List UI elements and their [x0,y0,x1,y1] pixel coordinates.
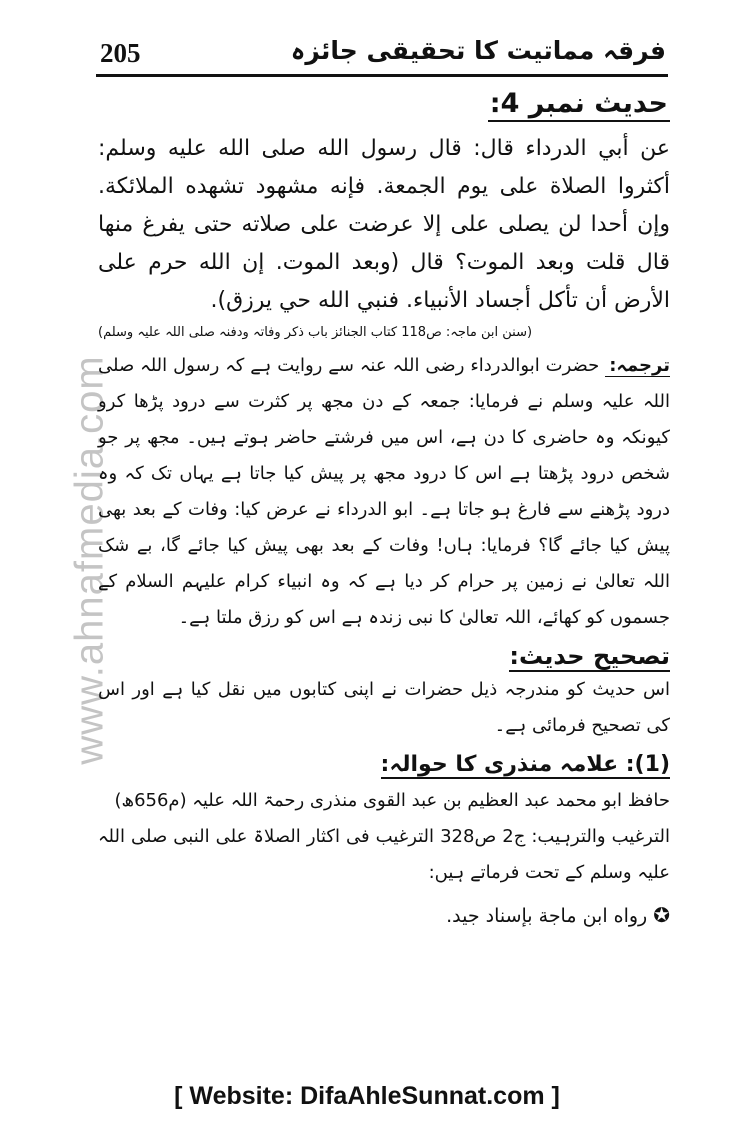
watermark: www.ahnafmedia.com [67,355,112,765]
quote-text: رواه ابن ماجة بإسناد جيد. [446,905,648,927]
translation-text: حضرت ابوالدرداء رضی اللہ عنہ سے روایت ہے کہ رسول اللہ صلی اللہ علیہ وسلم نے فرمایا: جمعہ کے دن مجھ پر کثرت سے درود پڑھا کرو کیونکہ وہ حاضری کا دن ہے، اس میں فرشتے حاضر ہوتے ہیں۔ مجھ پر جو شخص درود پڑھتا ہے اس کا درود مجھ پر پیش کیا جاتا ہے یہاں تک کہ وہ درود پڑھنے سے فارغ ہو جاتا ہے۔ ابو الدرداء نے عرض کیا: وفات کے بعد بھی پیش کیا جائے گا؟ فرمایا: ہاں! وفات کے بعد بھی پیش کیا جائے گا، بے شک اللہ تعالیٰ نے زمین پر حرام کر دیا ہے کہ وہ انبیاء کرام علیہم السلام کے جسموں کو کھائے، اللہ تعالیٰ کا نبی زندہ ہے اس کو رزق ملتا ہے۔ [98,355,670,628]
hadith-heading: حدیث نمبر 4: [488,88,670,122]
website-footer: [ Website: DifaAhleSunnat.com ] [174,1082,560,1110]
book-title: فرقہ مماتیت کا تحقیقی جائزہ [290,36,666,65]
hadith-arabic-text: عن أبي الدرداء قال: قال رسول الله صلى الله عليه وسلم: أكثروا الصلاة على يوم الجمعة. فإنه مشهود تشهده الملائكة. وإن أحدا لن يصلى على إلا عرضت على صلاته حتى يفرغ منها قال قلت وبعد الموت؟ قال (وبعد الموت. إن الله حرم على الأرض أن تأكل أجساد الأنبياء. فنبي الله حي يرزق). [98,136,670,313]
hadith-reference: (سنن ابن ماجہ: ص118 کتاب الجنائز باب ذکر وفاتہ ودفنہ صلی اللہ علیہ وسلم) [98,325,533,340]
tasheeh-heading: تصحیح حدیث: [509,642,670,670]
mundhiri-line1: حافظ ابو محمد عبد العظیم بن عبد القوی منذری رحمۃ اللہ علیہ (م656ھ) [114,790,670,811]
page-header [98,28,666,78]
page-number: 205 [100,38,141,68]
mundhiri-heading: (1): علامہ منذری کا حوالہ: [380,752,670,777]
header-rule [96,74,668,77]
page-body [98,88,670,932]
quote-line [98,899,670,932]
tasheeh-intro: اس حدیث کو مندرجہ ذیل حضرات نے اپنی کتابوں میں نقل کیا ہے اور اس کی تصحیح فرمائی ہے۔ [98,679,670,736]
mundhiri-line2: الترغیب والترہیب: ج2 ص328 الترغیب فی اکثار الصلاۃ علی النبی صلی اللہ علیہ وسلم کے تحت فرماتے ہیں: [98,826,670,883]
translation-paragraph [98,348,670,636]
star-bullet-icon: ✪ [653,903,670,927]
translation-label: ترجمہ: [605,355,670,377]
